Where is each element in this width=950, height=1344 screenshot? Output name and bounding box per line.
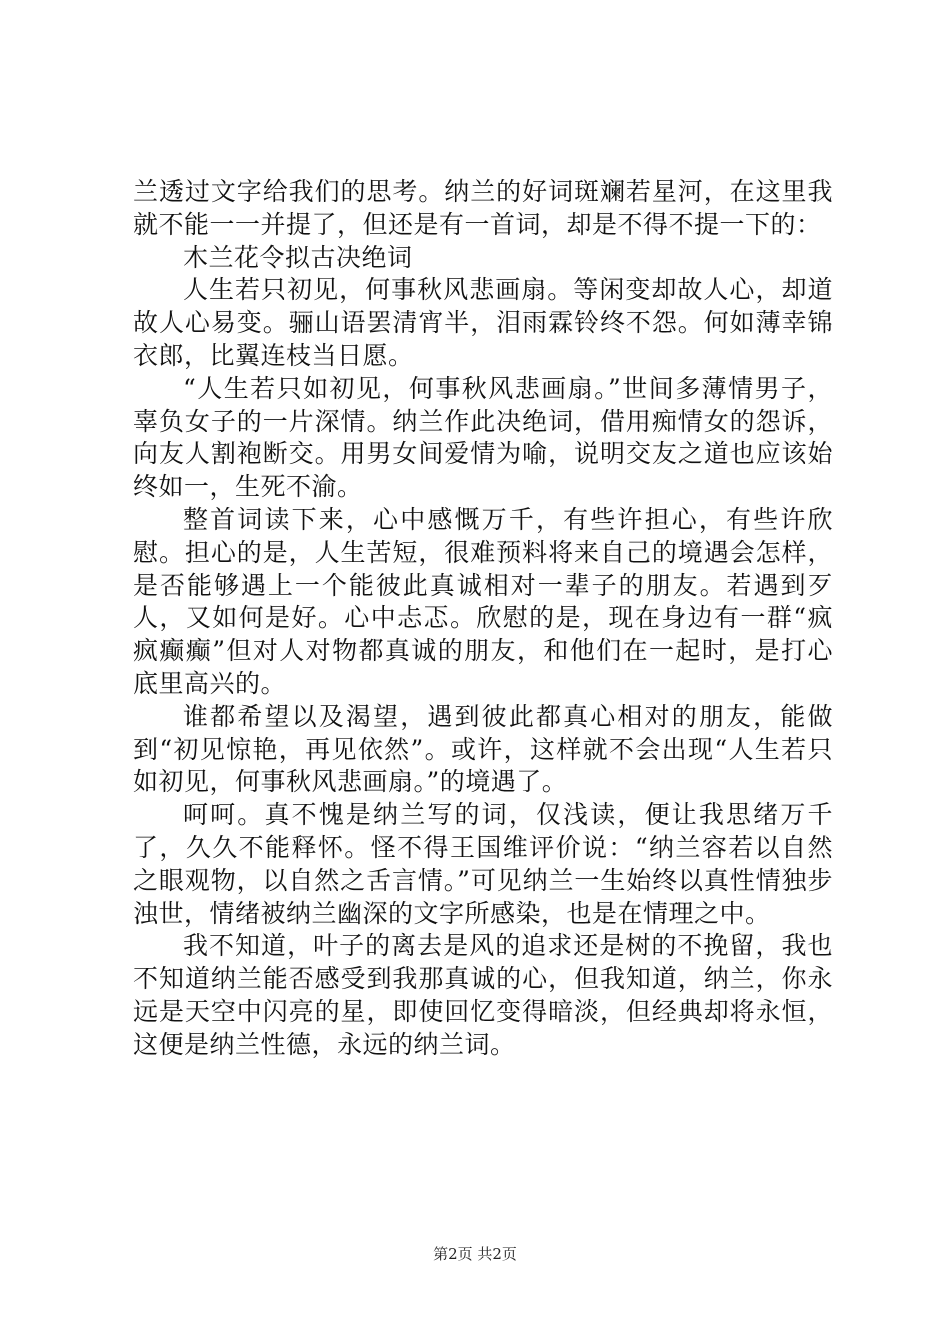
- poem-title: 木兰花令拟古决绝词: [183, 242, 413, 272]
- paragraph: 呵呵。真不愧是纳兰写的词，仅浅读，便让我思绪万千了，久久不能释怀。怪不得王国维评价说：“纳兰容若以自然之眼观物，以自然之舌言情。”可见纳兰一生始终以真性情独步浊世，情绪被纳兰幽深的文字所感染，也是在情理之中。: [133, 800, 833, 928]
- paragraph: “人生若只如初见，何事秋风悲画扇。”世间多薄情男子，辜负女子的一片深情。纳兰作此决绝词，借用痴情女的怨诉，向友人割袍断交。用男女间爱情为喻，说明交友之道也应该始终如一，生死不渝。: [133, 373, 833, 502]
- document-body: [133, 176, 833, 1062]
- paragraph: 整首词读下来，心中感慨万千，有些许担心，有些许欣慰。担心的是，人生苦短，很难预料将来自己的境遇会怎样，是否能够遇上一个能彼此真诚相对一辈子的朋友。若遇到歹人，又如何是好。心中忐忑。欣慰的是，现在身边有一群“疯疯癫癫”但对人对物都真诚的朋友，和他们在一起时，是打心底里高兴的。: [133, 504, 833, 698]
- paragraph-continuation: 兰透过文字给我们的思考。纳兰的好词斑斓若星河，在这里我就不能一一并提了，但还是有一首词，却是不得不提一下的：: [133, 177, 833, 239]
- paragraph: 我不知道，叶子的离去是风的追求还是树的不挽留，我也不知道纳兰能否感受到我那真诚的心，但我知道，纳兰，你永远是天空中闪亮的星，即使回忆变得暗淡，但经典却将永恒，这便是纳兰性德，永远的纳兰词。: [133, 931, 833, 1059]
- poem-text: 人生若只初见，何事秋风悲画扇。等闲变却故人心，却道故人心易变。骊山语罢清宵半，泪雨霖铃终不怨。何如薄幸锦衣郎，比翼连枝当日愿。: [133, 275, 833, 370]
- paragraph: 谁都希望以及渴望，遇到彼此都真心相对的朋友，能做到“初见惊艳，再见依然”。或许，这样就不会出现“人生若只如初见，何事秋风悲画扇。”的境遇了。: [133, 701, 833, 797]
- page-number-footer: 第2页 共2页: [433, 1245, 517, 1263]
